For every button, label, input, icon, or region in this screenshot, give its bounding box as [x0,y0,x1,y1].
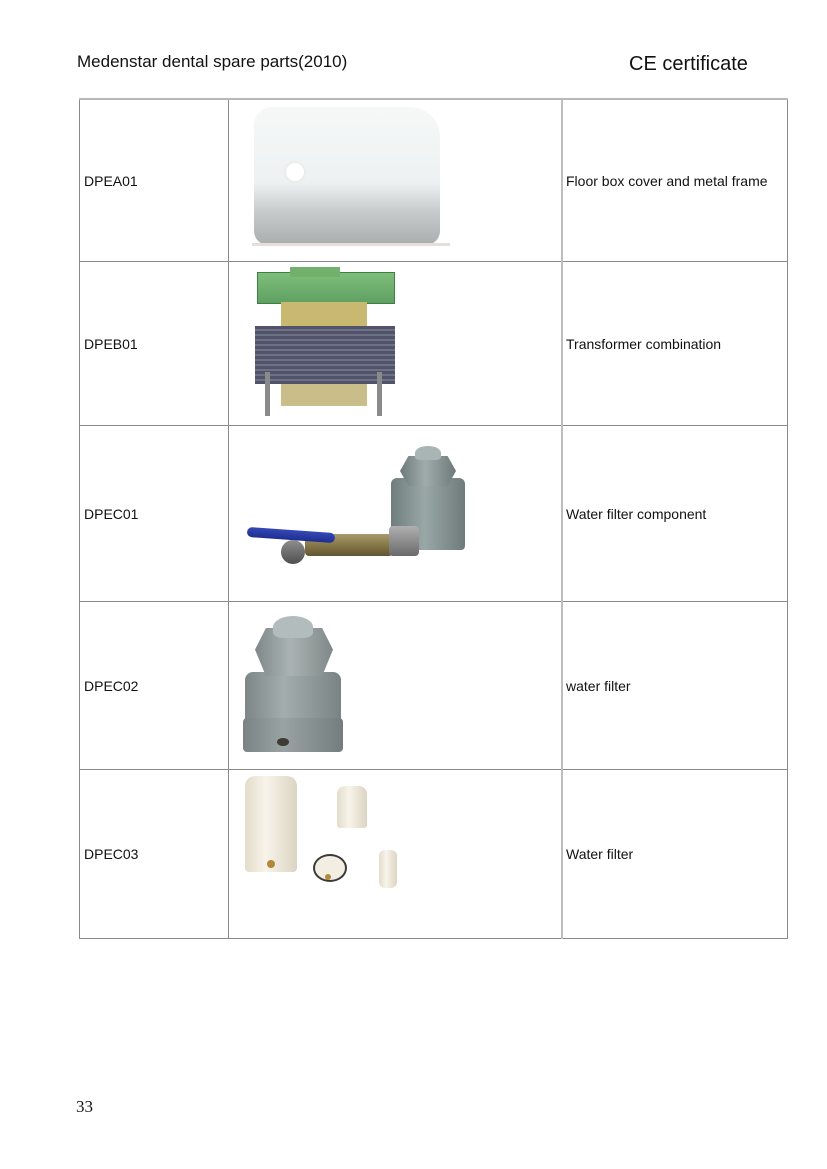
document-title: Medenstar dental spare parts(2010) [77,52,348,71]
filter-housing-shape [245,776,297,872]
table-row [80,770,788,939]
inlet-hole-shape [277,738,289,746]
part-code: DPEB01 [80,262,229,426]
water-filter-component-photo [229,426,561,601]
spare-parts-table [79,98,788,939]
part-code: DPEC02 [80,602,229,770]
table-row [80,99,788,262]
elbow-fitting-shape [281,540,305,564]
part-image-cell [229,262,563,426]
laminated-core-shape [255,326,395,384]
connector-shape [379,850,397,888]
page-number: 33 [76,1097,93,1116]
box-cover-shape [254,107,440,245]
part-description: Floor box cover and metal frame [562,99,788,262]
part-description: water filter [562,602,788,770]
nut-fitting-shape [389,526,419,556]
table-row [80,602,788,770]
part-image-cell [229,99,563,262]
circuit-board-shape [257,272,395,304]
part-image-cell [229,770,563,939]
table-row [80,426,788,602]
water-filter-gray-photo [229,602,561,769]
filter-cap-shape [400,456,456,486]
mount-leg-shape [265,372,270,416]
part-code: DPEA01 [80,99,229,262]
filter-cap-shape [337,786,367,828]
part-description: Transformer combination [562,262,788,426]
filter-knob-shape [273,616,313,638]
floor-box-cover-photo [229,100,561,261]
filter-base-shape [243,718,343,752]
part-description: Water filter [562,770,788,939]
metal-frame-shape [252,243,450,246]
certificate-label: CE certificate [629,53,748,75]
part-code: DPEC03 [80,770,229,939]
brass-insert-shape [325,874,331,880]
water-filter-white-parts-photo [229,770,561,938]
filter-knob-shape [415,446,441,460]
part-description: Water filter component [562,426,788,602]
part-image-cell [229,426,563,602]
part-image-cell [229,602,563,770]
brass-insert-shape [267,860,275,868]
mount-leg-shape [377,372,382,416]
bobbin-bottom-shape [281,384,367,406]
transformer-photo [229,262,561,425]
part-code: DPEC01 [80,426,229,602]
table-row [80,262,788,426]
